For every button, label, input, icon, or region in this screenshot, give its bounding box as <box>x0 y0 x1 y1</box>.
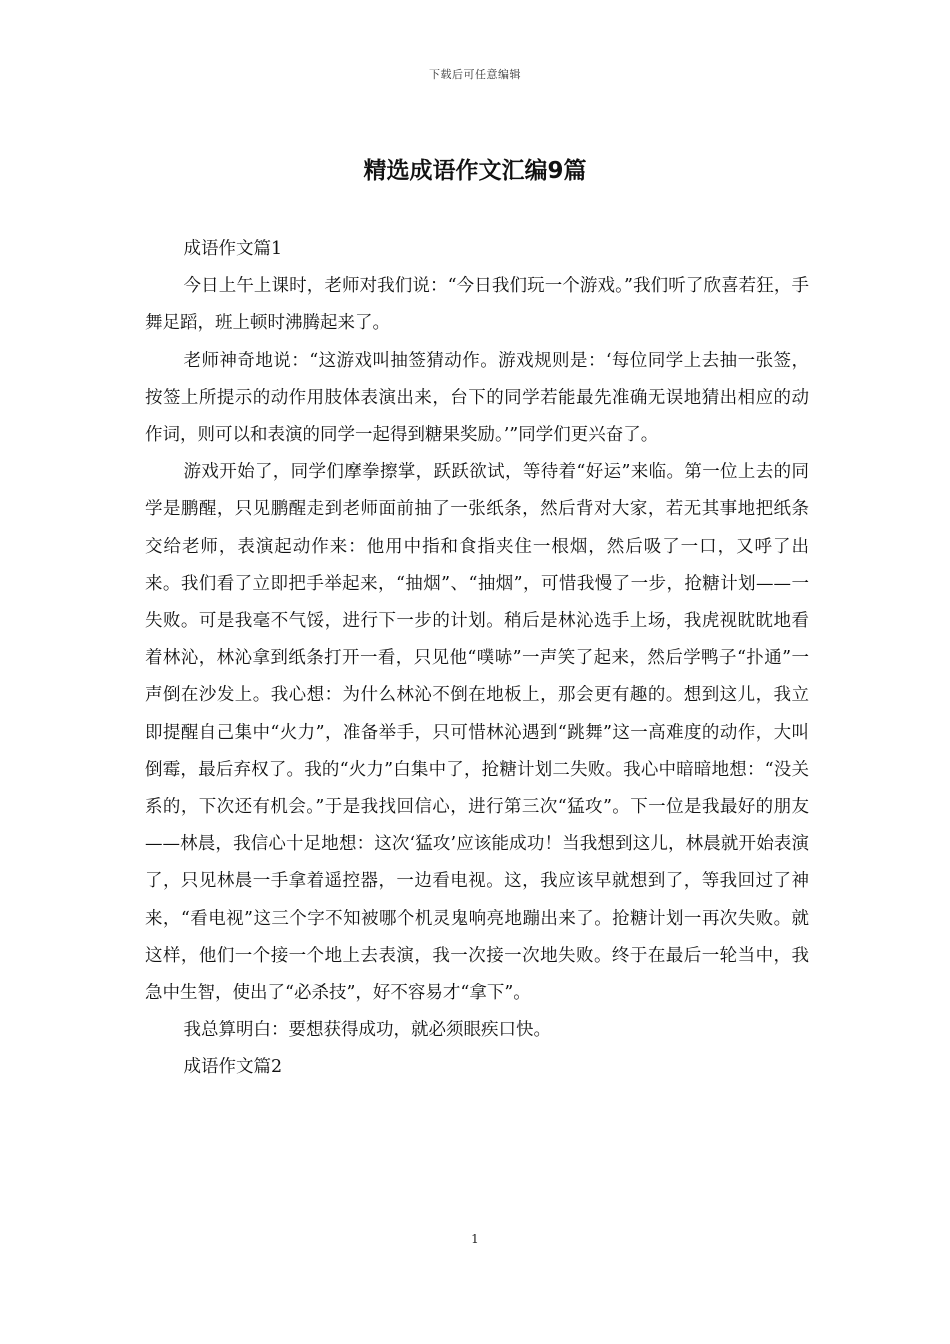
page-header: 下载后可任意编辑 <box>429 68 521 81</box>
paragraph: 我总算明白：要想获得成功，就必须眼疾口快。 <box>183 1020 551 1041</box>
section-heading-1: 成语作文篇1 <box>183 239 283 259</box>
paragraph: 游戏开始了，同学们摩拳擦掌，跃跃欲试，等待着“好运”来临。第一位上去的同学是鹏醒，只见鹏醒走到老师面前抽了一张纸条，然后背对大家，若无其事地把纸条交给老师，表演起动作来：他用中指和食指夹住一根烟，然后吸了一口，又呼了出来。我们看了立即把手举起来，“抽烟”、“抽烟”，可惜我慢了一步，抢糖计划——一失败。可是我毫不气馁，进行下一步的计划。稍后是林沁选手上场，我虎视眈眈地看着林沁，林沁拿到纸条打开一看，只见他“噗哧”一声笑了起来，然后学鸭子“扑通”一声倒在沙发上。我心想：为什么林沁不倒在地板上，那会更有趣的。想到这儿，我立即提醒自己集中“火力”，准备举手，只可惜林沁遇到“跳舞”这一高难度的动作，大叫倒霉，最后弃权了。我的“火力”白集中了，抢糖计划二失败。我心中暗暗地想：“没关系的，下次还有机会。”于是我找回信心，进行第三次“猛攻”。下一位是我最好的朋友——林晨，我信心十足地想：这次‘猛攻’应该能成功！当我想到这儿，林晨就开始表演了，只见林晨一手拿着遥控器，一边看电视。这，我应该早就想到了，等我回过了神来，“看电视”这三个字不知被哪个机灵鬼响亮地蹦出来了。抢糖计划一再次失败。就这样，他们一个接一个地上去表演，我一次接一次地失败。终于在最后一轮当中，我急中生智，使出了“必杀技”，好不容易才“拿下”。 <box>145 462 809 1004</box>
paragraph: 今日上午上课时，老师对我们说：“今日我们玩一个游戏。”我们听了欣喜若狂，手舞足蹈，班上顿时沸腾起来了。 <box>145 276 809 334</box>
section-heading-2: 成语作文篇2 <box>183 1057 283 1078</box>
document-title: 精选成语作文汇编9篇 <box>363 158 587 184</box>
document-body <box>145 231 809 1087</box>
page-number: 1 <box>471 1232 479 1246</box>
paragraph: 老师神奇地说：“这游戏叫抽签猜动作。游戏规则是：‘每位同学上去抽一张签，按签上所提示的动作用肢体表演出来，台下的同学若能最先准确无误地猜出相应的动作词，则可以和表演的同学一起得到糖果奖励。’”同学们更兴奋了。 <box>145 350 809 446</box>
